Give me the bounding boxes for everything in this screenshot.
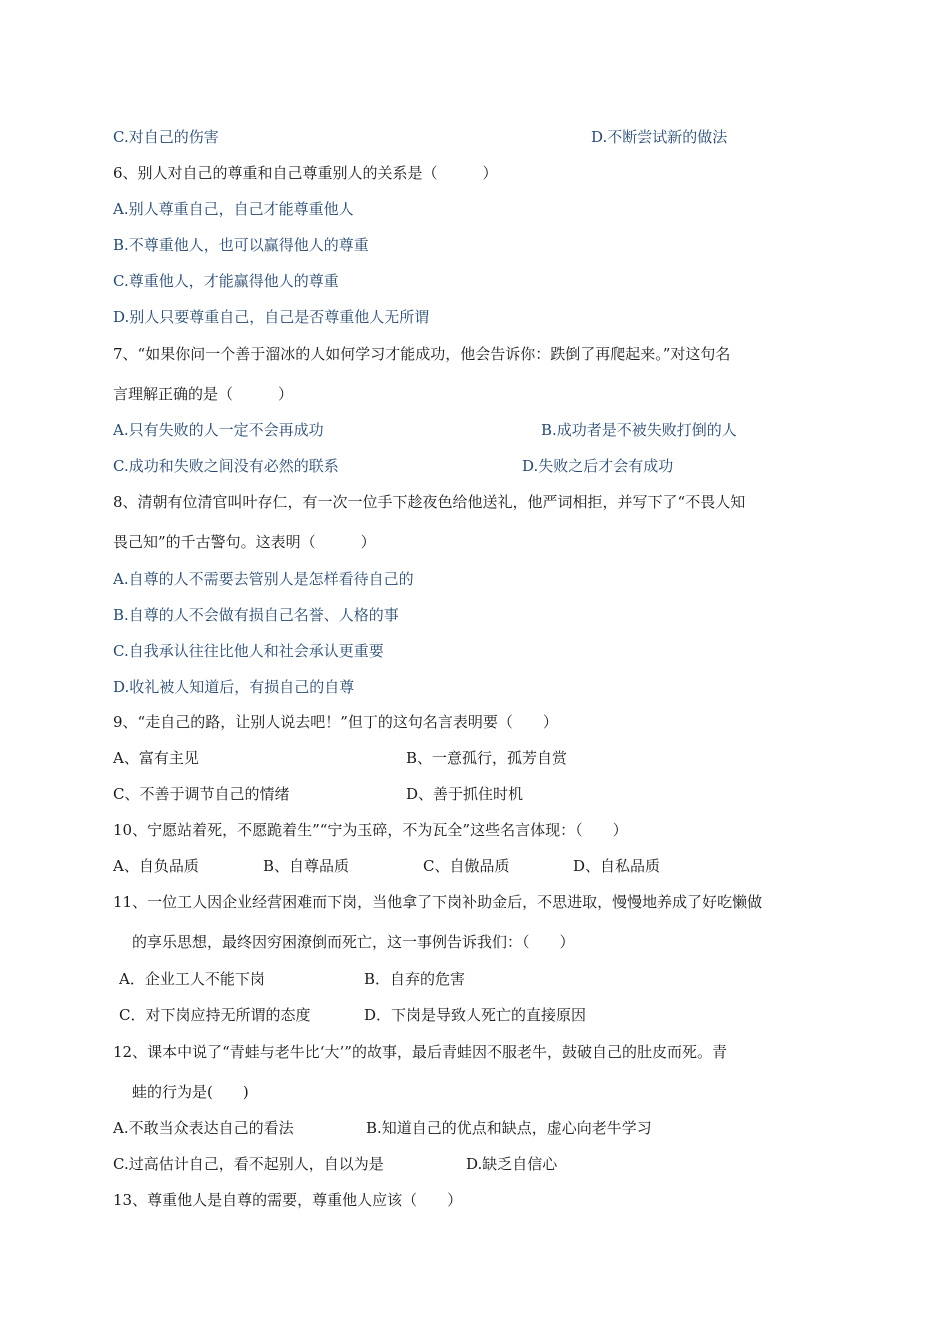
q12-option-d: D.缺乏自信心	[466, 1155, 558, 1173]
q7-option-d: D.失败之后才会有成功	[522, 457, 674, 475]
q7-stem-line-2: 言理解正确的是（ ）	[113, 385, 294, 403]
q11-option-a: A．企业工人不能下岗	[119, 970, 265, 988]
q6-option-d: D.别人只要尊重自己，自己是否尊重他人无所谓	[113, 308, 430, 326]
q8-option-d: D.收礼被人知道后，有损自己的自尊	[113, 678, 355, 696]
q10-option-b: B、自尊品质	[263, 857, 350, 875]
q8-option-a: A.自尊的人不需要去管别人是怎样看待自己的	[113, 570, 414, 588]
q6-option-b: B.不尊重他人，也可以赢得他人的尊重	[113, 236, 369, 254]
q6-option-a: A.别人尊重自己，自己才能尊重他人	[113, 200, 354, 218]
q12-option-c: C.过高估计自己，看不起别人，自以为是	[113, 1155, 384, 1173]
q8-option-c: C.自我承认往往比他人和社会承认更重要	[113, 642, 384, 660]
q5-option-d: D.不断尝试新的做法	[591, 128, 728, 146]
q11-stem-line-2: 的享乐思想，最终因穷困潦倒而死亡，这一事例告诉我们：（ ）	[132, 933, 575, 951]
q8-option-b: B.自尊的人不会做有损自己名誉、人格的事	[113, 606, 399, 624]
q10-stem: 10、宁愿站着死，不愿跪着生”“宁为玉碎，不为瓦全”这些名言体现：（ ）	[113, 821, 628, 839]
q5-option-c: C.对自己的伤害	[113, 128, 219, 146]
q7-option-a: A.只有失败的人一定不会再成功	[113, 421, 324, 439]
q13-stem: 13、尊重他人是自尊的需要，尊重他人应该（ ）	[113, 1191, 463, 1209]
q10-option-d: D、自私品质	[573, 857, 661, 875]
q9-option-c: C、不善于调节自己的情绪	[113, 785, 290, 803]
q11-option-c: C．对下岗应持无所谓的态度	[119, 1006, 311, 1024]
q7-option-b: B.成功者是不被失败打倒的人	[541, 421, 737, 439]
q12-stem-line-1: 12、课本中说了“青蛙与老牛比‘大’”的故事，最后青蛙因不服老牛，鼓破自己的肚皮而死。青	[113, 1043, 727, 1061]
q6-stem: 6、别人对自己的尊重和自己尊重别人的关系是（ ）	[113, 164, 498, 182]
q11-option-d: D．下岗是导致人死亡的直接原因	[364, 1006, 587, 1024]
q8-stem-line-2: 畏己知”的千古警句。这表明（ ）	[113, 533, 376, 551]
q7-option-c: C.成功和失败之间没有必然的联系	[113, 457, 339, 475]
q9-option-b: B、一意孤行，孤芳自赏	[406, 749, 568, 767]
q8-stem-line-1: 8、清朝有位清官叫叶存仁，有一次一位手下趁夜色给他送礼，他严词相拒，并写下了“不畏人知	[113, 493, 746, 511]
q11-stem-line-1: 11、一位工人因企业经营困难而下岗，当他拿了下岗补助金后，不思进取，慢慢地养成了好吃懒做	[113, 893, 763, 911]
q9-stem: 9、“走自己的路，让别人说去吧！”但丁的这句名言表明要（ ）	[113, 713, 558, 731]
q9-option-d: D、善于抓住时机	[406, 785, 524, 803]
q10-option-a: A、自负品质	[113, 857, 199, 875]
q12-stem-line-2: 蛙的行为是( )	[132, 1083, 249, 1101]
q7-stem-line-1: 7、“如果你问一个善于溜冰的人如何学习才能成功，他会告诉你：跌倒了再爬起来。”对这句名	[113, 345, 731, 363]
q12-option-a: A.不敢当众表达自己的看法	[113, 1119, 294, 1137]
q12-option-b: B.知道自己的优点和缺点，虚心向老牛学习	[366, 1119, 652, 1137]
q6-option-c: C.尊重他人，才能赢得他人的尊重	[113, 272, 339, 290]
q10-option-c: C、自傲品质	[423, 857, 510, 875]
q11-option-b: B．自弃的危害	[364, 970, 466, 988]
q9-option-a: A、富有主见	[113, 749, 199, 767]
